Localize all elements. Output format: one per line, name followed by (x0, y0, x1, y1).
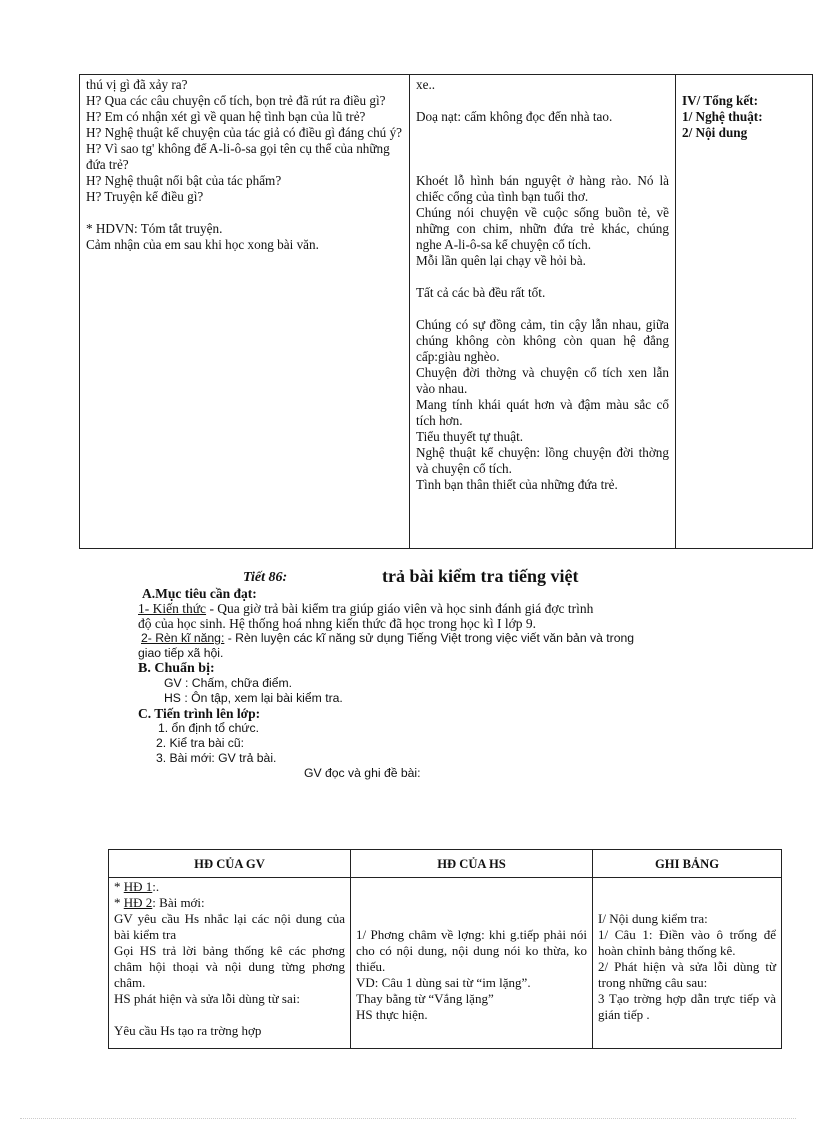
hs-para-2: VD: Câu 1 dùng sai từ “im lặng”. (356, 975, 531, 990)
answer-4: Chúng nói chuyện về cuộc sống buồn tẻ, về những con chim, nhữn đứa trẻ khác, chúng nghe A-li-ô-sa kể chuyện cổ tích. (416, 205, 669, 252)
knowledge-text: - Qua giờ trả bài kiểm tra giúp giáo viên và học sinh đánh giá đợc trình (206, 601, 594, 616)
q-text-5: H? Vì sao tg' không để A-li-ô-sa gọi tên cụ thể của những đứa trẻ? (86, 141, 390, 172)
gv-cell (109, 878, 351, 1049)
lesson-title: trả bài kiểm tra tiếng việt (382, 566, 579, 586)
board-para-1: I/ Nội dung kiểm tra: (598, 911, 708, 926)
objectives-heading: A.Mục tiêu cần đạt: (142, 586, 257, 601)
hd2-line: * HĐ 2: Bài mới: (114, 895, 205, 910)
hs-para-1: 1/ Phơng châm về lợng: khi g.tiếp phải nói cho có nội dung, nội dung nói ko thừa, ko thiếu. (356, 927, 587, 974)
gv-para-3: HS phát hiện và sửa lỗi dùng từ sai: (114, 991, 300, 1006)
summary-heading: IV/ Tổng kết: (682, 93, 758, 108)
q-text-6: H? Nghệ thuật nổi bật của tác phẩm? (86, 173, 282, 188)
skill-line (138, 631, 778, 646)
skill-text-2: giao tiếp xã hội. (138, 646, 224, 660)
answer-9: Mang tính khái quát hơn và đậm màu sắc cổ tích hơn. (416, 397, 669, 428)
answer-5: Mỗi lần quên lại chạy về hỏi bà. (416, 253, 586, 268)
prep-gv: GV : Chấm, chữa điểm. (164, 676, 293, 690)
prep-hs: HS : Ôn tập, xem lại bài kiểm tra. (164, 691, 343, 705)
gv-para-1: GV yêu cầu Hs nhắc lại các nội dung của bài kiểm tra (114, 911, 345, 942)
lesson-number: Tiết 86: (243, 570, 288, 585)
header-hs: HĐ CỦA HS (351, 850, 593, 878)
q-text-4: H? Nghệ thuật kể chuyện của tác giả có điều gì đáng chú ý? (86, 125, 403, 140)
summary-content: 2/ Nội dung (682, 125, 748, 140)
lesson-body (138, 586, 778, 781)
answer-2: Doạ nạt: cấm không đọc đến nhà tao. (416, 109, 613, 124)
lesson-table-continued (79, 74, 813, 549)
hs-cell (351, 878, 593, 1049)
hdvn-text: * HDVN: Tóm tắt truyện. (86, 221, 223, 236)
knowledge-label: 1- Kiến thức (138, 601, 207, 616)
hd1-line: * HĐ 1:. (114, 879, 160, 894)
gv-para-4: Yêu cầu Hs tạo ra trờng hợp (114, 1023, 262, 1038)
answer-10: Tiểu thuyết tự thuật. (416, 429, 524, 444)
q-text-1: thú vị gì đã xảy ra? (86, 77, 188, 92)
step-3: 3. Bài mới: GV trả bài. (156, 751, 277, 765)
procedure-heading: C. Tiến trình lên lớp: (138, 706, 261, 721)
step-2: 2. Kiể tra bài cũ: (156, 736, 245, 750)
board-cell (593, 878, 782, 1049)
step-1: 1. ổn định tổ chức. (158, 721, 259, 735)
header-gv: HĐ CỦA GV (109, 850, 351, 878)
q-text-3: H? Em có nhận xét gì về quan hệ tình bạn của lũ trẻ? (86, 109, 366, 124)
activity-table (108, 849, 782, 1049)
reflection-text: Cảm nhận của em sau khi học xong bài văn. (86, 237, 319, 252)
answer-6: Tất cả các bà đều rất tốt. (416, 285, 546, 300)
answer-8: Chuyện đời thờng và chuyện cổ tích xen lẫn vào nhau. (416, 365, 669, 396)
board-para-3: 2/ Phát hiện và sửa lỗi dùng từ trong những câu sau: (598, 959, 776, 990)
hs-para-4: HS thực hiện. (356, 1007, 428, 1022)
hs-para-3: Thay bằng từ “Vắng lặng” (356, 991, 494, 1006)
q-text-2: H? Qua các câu chuyện cổ tích, bọn trẻ đã rút ra điều gì? (86, 93, 386, 108)
skill-label: 2- Rèn kĩ năng: (141, 631, 225, 645)
header-board: GHI BẢNG (593, 850, 782, 878)
board-para-4: 3 Tạo trờng hợp dẫn trực tiếp và gián tiếp . (598, 991, 776, 1022)
student-answers-cell (410, 75, 676, 549)
q-text-7: H? Truyện kể điều gì? (86, 189, 204, 204)
knowledge-line (138, 601, 778, 616)
answer-11: Nghệ thuật kể chuyện: lồng chuyện đời thờng và chuyện cổ tích. (416, 445, 669, 476)
board-notes-cell (676, 75, 813, 549)
answer-1: xe.. (416, 77, 436, 92)
skill-text: - Rèn luyện các kĩ năng sử dụng Tiếng Việt trong việc viết văn bản và trong (224, 631, 635, 645)
answer-3: Khoét lỗ hình bán nguyệt ở hàng rào. Nó là chiếc cổng của tình bạn tuổi thơ. (416, 173, 669, 204)
step-4: GV đọc và ghi đề bài: (304, 766, 421, 780)
prep-heading: B. Chuẩn bị: (138, 661, 215, 676)
gv-para-2: Gọi HS trả lời bảng thống kê các phơng châm hội thoại và nội dung từng phơng châm. (114, 943, 345, 990)
page-bottom-divider (20, 1118, 796, 1119)
summary-art: 1/ Nghệ thuật: (682, 109, 763, 124)
board-para-2: 1/ Câu 1: Điền vào ô trống để hoàn chỉnh bảng thống kê. (598, 927, 776, 958)
answer-12: Tình bạn thân thiết của những đứa trẻ. (416, 477, 618, 492)
teacher-questions-cell (80, 75, 410, 549)
knowledge-text-2: độ của học sinh. Hệ thống hoá nhng kiến thức đã học trong học kì I lớp 9. (138, 616, 536, 631)
answer-7: Chúng có sự đồng cảm, tin cậy lẫn nhau, giữa chúng không còn không còn quan hệ đẳng cấp:giàu nghèo. (416, 317, 669, 364)
